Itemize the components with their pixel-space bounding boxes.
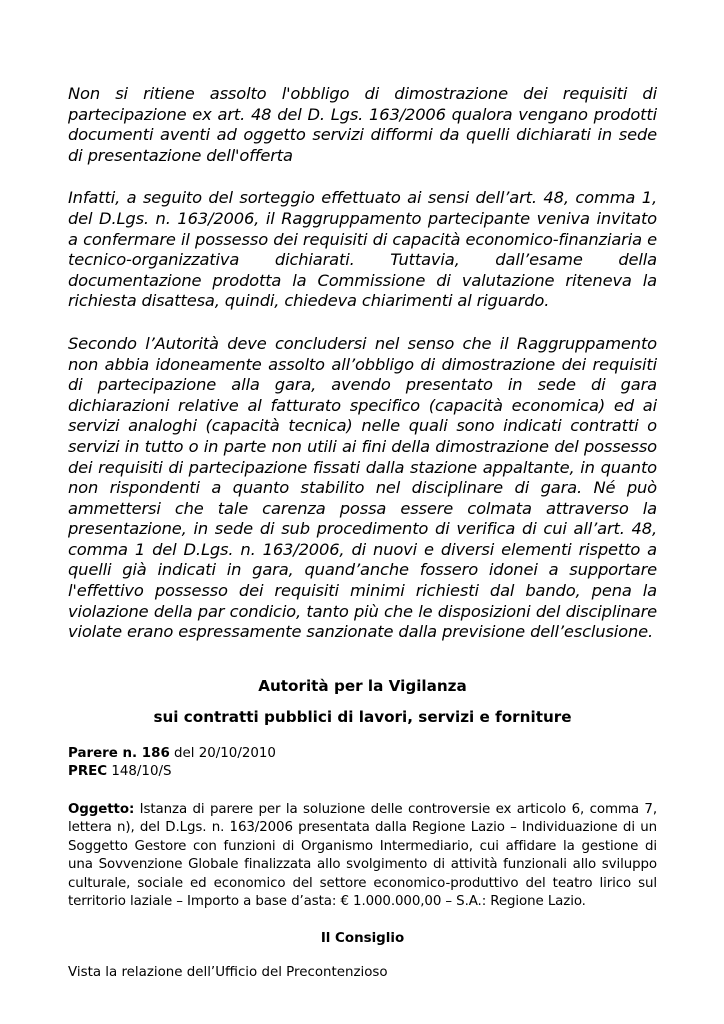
oggetto-text: Istanza di parere per la soluzione delle controversie ex articolo 6, comma 7, lettera n), del D.Lgs. n. 163/2006 presentata dalla Regione Lazio – Individuazione di un Soggetto Gestore con funzioni di Organismo Intermediario, cui affidare la gestione di una Sovvenzione Globale finalizzata allo svolgimento di attività funzionali allo sviluppo culturale, sociale ed economico del settore economico-produttivo del teatro lirico sul territorio laziale – Importo a base d’asta: € 1.000.000,00 – S.A.: Regione Lazio. xyxy=(68,801,657,910)
prec-value: 148/10/S xyxy=(107,764,172,780)
massima-paragraph: Non si ritiene assolto l'obbligo di dimostrazione dei requisiti di partecipazione ex art. 48 del D. Lgs. 163/2006 qualora vengano prodotti documenti aventi ad oggetto servizi difformi da quelli dichiarati in sede di presentazione dell'offerta xyxy=(68,84,657,165)
authority-opinion-paragraph: Secondo l’Autorità deve concludersi nel senso che il Raggruppamento non abbia idoneamente assolto all’obbligo di dimostrazione dei requisiti di partecipazione alla gara, avendo presentato in sede di gara dichiarazioni relative al fatturato specifico (capacità economica) ed ai servizi analoghi (capacità tecnica) nelle quali sono indicati contratti o servizi in tutto o in parte non utili ai fini della dimostrazione del possesso dei requisiti di partecipazione fissati dalla stazione appaltante, in quanto non rispondenti a quanto stabilito nel disciplinare di gara. Né può ammettersi che tale carenza possa essere colmata attraverso la presentazione, in sede di sub procedimento di verifica di cui all’art. 48, comma 1 del D.Lgs. n. 163/2006, di nuovi e diversi elementi rispetto a quelli già indicati in gara, quand’anche fossero idonei a supportare l'effettivo possesso dei requisiti minimi richiesti dal bando, pena la violazione della par condicio, tanto più che le disposizioni del disciplinare violate erano espressamente sanzionate dalla previsione dell’esclusione. xyxy=(68,333,657,642)
consiglio-heading: Il Consiglio xyxy=(320,930,405,946)
oggetto-paragraph xyxy=(68,801,657,912)
parere-label: Parere n. 186 xyxy=(68,745,170,761)
prec-line xyxy=(68,763,657,782)
parere-date: del 20/10/2010 xyxy=(169,745,276,761)
authority-heading: Autorità per la Vigilanza xyxy=(258,676,467,695)
prec-label: PREC xyxy=(68,764,108,780)
oggetto-label: Oggetto: xyxy=(68,801,135,817)
document-page xyxy=(68,84,657,983)
parere-line xyxy=(68,745,657,764)
authority-subheading: sui contratti pubblici di lavori, servizi e forniture xyxy=(153,707,572,726)
vista-line: Vista la relazione dell’Ufficio del Precontenzioso xyxy=(68,965,388,981)
facts-paragraph: Infatti, a seguito del sorteggio effettuato ai sensi dell’art. 48, comma 1, del D.Lgs. n. 163/2006, il Raggruppamento partecipante veniva invitato a confermare il possesso dei requisiti di capacità economico-finanziaria e tecnico-organizzativa dichiarati. Tuttavia, dall’esame della documentazione prodotta la Commissione di valutazione riteneva la richiesta disattesa, quindi, chiedeva chiarimenti al riguardo. xyxy=(68,188,657,311)
